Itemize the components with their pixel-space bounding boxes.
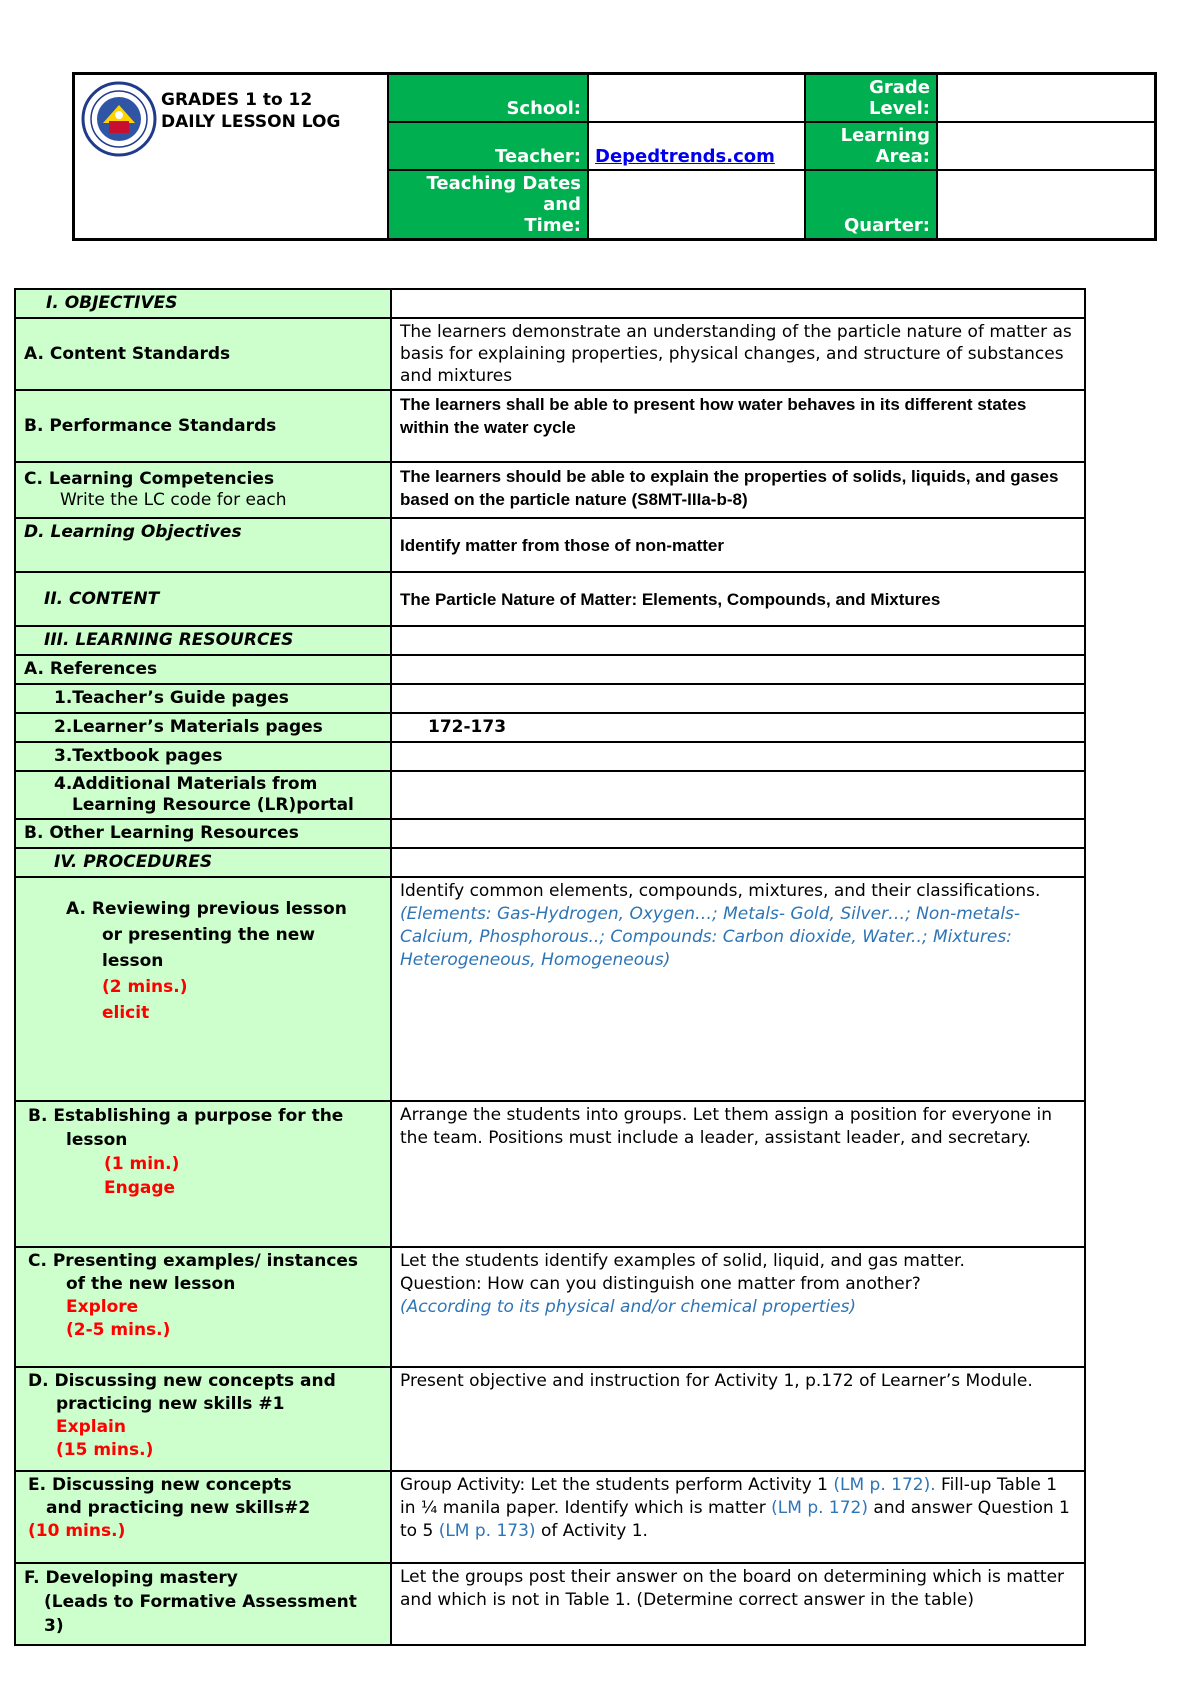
lesson-log-header (72, 72, 1157, 241)
procedures-value (391, 848, 1085, 877)
learning-competencies-label (15, 462, 391, 518)
procedure-a-time: (2 mins.) (102, 977, 188, 997)
procedure-a-text: Identify common elements, compounds, mixtures, and their classifications. (400, 881, 1041, 901)
other-resources-label: B. Other Learning Resources (15, 819, 391, 848)
procedure-c-note: (According to its physical and/or chemical properties) (400, 1297, 857, 1317)
procedure-b-label (15, 1101, 391, 1247)
procedure-d-phase: Explain (56, 1417, 126, 1437)
teachers-guide-label: 1.Teacher’s Guide pages (15, 684, 391, 713)
procedure-c-label (15, 1247, 391, 1367)
competencies-subtitle: Write the LC code for each (60, 490, 287, 510)
learning-label-line1: Learning (840, 125, 930, 146)
learning-area-field[interactable] (937, 122, 1156, 170)
textbook-value (391, 742, 1085, 771)
procedure-e-time: (10 mins.) (28, 1521, 126, 1541)
procedure-a-phase: elicit (102, 1003, 150, 1023)
header-title-cell (74, 74, 389, 240)
procedure-d-time: (15 mins.) (56, 1440, 154, 1460)
learning-competencies-value: The learners should be able to explain the properties of solids, liquids, and gases based on the particle nature (S8MT-IIIa-b-8) (391, 462, 1085, 518)
content-standards-label: A. Content Standards (15, 318, 391, 390)
learning-resources-value (391, 626, 1085, 655)
performance-standards-label: B. Performance Standards (15, 390, 391, 462)
learners-materials-label: 2.Learner’s Materials pages (15, 713, 391, 742)
procedure-e-ref2: (LM p. 172) (771, 1498, 869, 1518)
procedure-d-label (15, 1367, 391, 1471)
deped-seal-icon (81, 81, 157, 157)
teaching-dates-label (388, 170, 588, 240)
grade-label-line2: Level: (869, 98, 930, 119)
procedure-a-label (15, 877, 391, 1101)
additional-line1: 4.Additional Materials from (54, 774, 318, 794)
objectives-value (391, 289, 1085, 318)
procedure-a-line1: A. Reviewing previous lesson (66, 899, 347, 919)
grade-label-line1: Grade (869, 77, 930, 98)
procedure-b-value: Arrange the students into groups. Let them assign a position for everyone in the team. Positions must include a leader, assistant leader, and secretary. (391, 1101, 1085, 1247)
quarter-field[interactable] (937, 170, 1156, 240)
teacher-link[interactable]: Depedtrends.com (595, 146, 775, 167)
procedure-e-text4: of Activity 1. (535, 1521, 648, 1541)
learning-objectives-value: Identify matter from those of non-matter (391, 518, 1085, 572)
procedure-b-line1: B. Establishing a purpose for the (28, 1106, 344, 1126)
quarter-label: Quarter: (805, 170, 937, 240)
procedure-a-line2: or presenting the new (102, 925, 315, 945)
procedure-d-value: Present objective and instruction for Activity 1, p.172 of Learner’s Module. (391, 1367, 1085, 1471)
procedure-c-value (391, 1247, 1085, 1367)
procedure-b-time: (1 min.) (104, 1154, 180, 1174)
learning-label-line2: Area: (875, 146, 930, 167)
procedure-c-line1: C. Presenting examples/ instances (28, 1251, 359, 1271)
learning-resources-heading: III. LEARNING RESOURCES (15, 626, 391, 655)
procedure-b-line2: lesson (66, 1130, 128, 1150)
additional-line2: Learning Resource (LR)portal (72, 795, 354, 815)
procedure-e-text3: and answer Question 1 to 5 (400, 1498, 1070, 1541)
references-value (391, 655, 1085, 684)
teacher-label: Teacher: (388, 122, 588, 170)
additional-materials-label (15, 771, 391, 819)
procedure-c-time: (2-5 mins.) (66, 1320, 171, 1340)
teaching-dates-field[interactable] (588, 170, 805, 240)
procedure-f-line1: F. Developing mastery (24, 1568, 238, 1588)
procedure-c-text1: Let the students identify examples of solid, liquid, and gas matter. (400, 1251, 965, 1271)
learning-area-label (805, 122, 937, 170)
learning-objectives-label: D. Learning Objectives (15, 518, 391, 572)
header-title-line1: GRADES 1 to 12 (161, 90, 313, 110)
content-value: The Particle Nature of Matter: Elements, Compounds, and Mixtures (391, 572, 1085, 626)
learners-materials-value: 172-173 (391, 713, 1085, 742)
procedure-c-line2: of the new lesson (66, 1274, 236, 1294)
procedure-d-line2: practicing new skills #1 (56, 1394, 285, 1414)
dates-label-line2: Time: (524, 215, 581, 236)
content-standards-value: The learners demonstrate an understanding of the particle nature of matter as basis for explaining properties, physical changes, and structure of substances and mixtures (391, 318, 1085, 390)
content-heading: II. CONTENT (15, 572, 391, 626)
performance-standards-value: The learners shall be able to present how water behaves in its different states within the water cycle (391, 390, 1085, 462)
procedure-c-phase: Explore (66, 1297, 139, 1317)
other-resources-value (391, 819, 1085, 848)
procedures-heading: IV. PROCEDURES (15, 848, 391, 877)
procedure-b-phase: Engage (104, 1178, 176, 1198)
procedure-a-line3: lesson (102, 951, 164, 971)
procedure-e-label (15, 1471, 391, 1563)
procedure-e-ref3: (LM p. 173) (438, 1521, 536, 1541)
procedure-f-line2: (Leads to Formative Assessment (44, 1592, 357, 1612)
objectives-heading: I. OBJECTIVES (15, 289, 391, 318)
procedure-e-value (391, 1471, 1085, 1563)
procedure-c-text2: Question: How can you distinguish one matter from another? (400, 1274, 921, 1294)
procedure-e-line2: and practicing new skills#2 (46, 1498, 311, 1518)
procedure-d-line1: D. Discussing new concepts and (28, 1371, 336, 1391)
teacher-field (588, 122, 805, 170)
additional-materials-value (391, 771, 1085, 819)
procedure-f-label (15, 1563, 391, 1645)
header-title-line2: DAILY LESSON LOG (161, 112, 341, 132)
procedure-f-line3: 3) (44, 1616, 64, 1636)
procedure-a-value (391, 877, 1085, 1101)
grade-level-field[interactable] (937, 74, 1156, 123)
lesson-plan-table (14, 288, 1086, 1646)
references-label: A. References (15, 655, 391, 684)
procedure-e-text1: Group Activity: Let the students perform Activity 1 (400, 1475, 834, 1495)
grade-level-label (805, 74, 937, 123)
school-field[interactable] (588, 74, 805, 123)
procedure-a-note: (Elements: Gas-Hydrogen, Oxygen…; Metals- Gold, Silver…; Non-metals- Calcium, Phosphorous..; Compounds: Carbon dioxide, Water..; Mixtures: Heterogeneous, Homogeneous) (400, 904, 1021, 970)
procedure-f-value: Let the groups post their answer on the board on determining which is matter and which is not in Table 1. (Determine correct answer in the table) (391, 1563, 1085, 1645)
textbook-label: 3.Textbook pages (15, 742, 391, 771)
procedure-e-text2: Fill-up Table 1 in ¼ manila paper. Identify which is matter (400, 1475, 1058, 1518)
procedure-e-line1: E. Discussing new concepts (28, 1475, 292, 1495)
competencies-title: C. Learning Competencies (24, 469, 275, 489)
teachers-guide-value (391, 684, 1085, 713)
procedure-e-ref1: (LM p. 172). (833, 1475, 936, 1495)
dates-label-line1: Teaching Dates and (426, 173, 581, 215)
school-label: School: (388, 74, 588, 123)
